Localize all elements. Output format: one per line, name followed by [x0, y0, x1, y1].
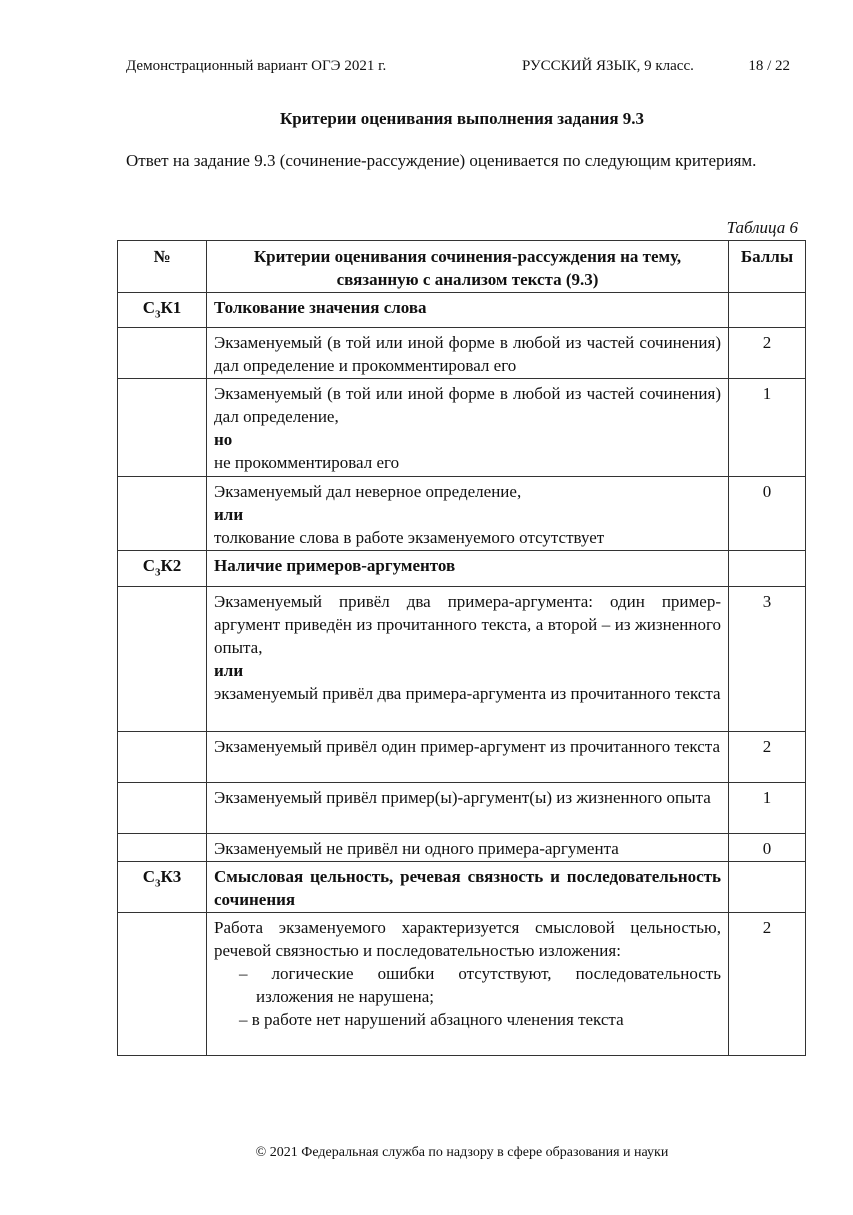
table-row [118, 328, 806, 379]
points-value: 0 [762, 482, 772, 502]
intro-paragraph: Ответ на задание 9.3 (сочинение-рассуждение) оценивается по следующим критериям. [126, 151, 757, 170]
criterion-text: Экзаменуемый (в той или иной форме в любой из частей сочинения) дал определение и прокомментировал его [214, 333, 721, 376]
criterion-title-k2: Наличие примеров-аргументов [214, 556, 456, 576]
points-value: 1 [762, 384, 772, 404]
points-value: 1 [762, 787, 772, 807]
header-exam-title: Демонстрационный вариант ОГЭ 2021 г. [126, 58, 387, 74]
criterion-text: экзаменуемый привёл два примера-аргумента из прочитанного текста [214, 683, 721, 703]
criterion-row-k2 [118, 551, 806, 586]
page-footer: © 2021 Федеральная служба по надзору в сфере образования и науки [255, 1145, 669, 1160]
table-row [118, 477, 806, 551]
criterion-code-k1: $С_3К1$ [142, 298, 182, 321]
points-value: 2 [762, 333, 772, 353]
criterion-code-k3: $С_3К3$ [142, 866, 182, 890]
list-item: – в работе нет нарушений абзацного членения текста [239, 1009, 624, 1029]
criterion-row-k3 [118, 861, 806, 912]
table-row [118, 379, 806, 477]
criterion-text: Работа экзаменуемого характеризуется смысловой цельностью, речевой связностью и последовательностью изложения: [214, 917, 721, 960]
criterion-title-k1: Толкование значения слова [214, 298, 427, 317]
criteria-table [117, 240, 806, 1056]
table-row [118, 586, 806, 731]
criterion-text: не прокомментировал его [214, 453, 400, 473]
criterion-text: Экзаменуемый привёл пример(ы)-аргумент(ы) из жизненного опыта [214, 787, 711, 807]
criterion-code-k2: $С_3К2$ [142, 556, 182, 579]
list-item: – логические ошибки отсутствуют, последовательность изложения не нарушена; [239, 963, 721, 1006]
table-row [118, 782, 806, 833]
header-subject: РУССКИЙ ЯЗЫК, 9 класс. [522, 58, 694, 74]
table-header-row [118, 241, 806, 293]
table-row [118, 731, 806, 782]
points-value: 2 [762, 736, 772, 756]
criterion-title-k3: Смысловая цельность, речевая связность и последовательность сочинения [214, 866, 721, 909]
table-caption: Таблица 6 [726, 218, 798, 237]
criterion-text: Экзаменуемый (в той или иной форме в любой из частей сочинения) дал определение, [214, 384, 721, 427]
points-value: 0 [762, 838, 772, 858]
criterion-text: Экзаменуемый привёл один пример-аргумент из прочитанного текста [214, 736, 720, 756]
points-value: 3 [762, 591, 772, 611]
header-page-number: 18 / 22 [748, 58, 790, 74]
points-value: 2 [762, 917, 772, 937]
header-criteria: Критерии оценивания сочинения-рассуждения на тему, связанную с анализом текста (9.3) [253, 247, 682, 289]
criterion-row-k1 [118, 293, 806, 328]
conjunction-text: или [214, 505, 244, 525]
conjunction-text: но [214, 430, 233, 450]
criterion-text: Экзаменуемый привёл два примера-аргумента: один пример-аргумент приведён из прочитанного текста, а второй – из жизненного опыта, [214, 591, 721, 657]
table-row [118, 833, 806, 861]
conjunction-text: или [214, 660, 244, 680]
table-row [118, 912, 806, 1055]
header-points: Баллы [740, 247, 794, 266]
page-title: Критерии оценивания выполнения задания 9.3 [279, 109, 645, 128]
header-number: № [153, 247, 171, 266]
criterion-text: Экзаменуемый не привёл ни одного примера-аргумента [214, 838, 619, 858]
criterion-text: Экзаменуемый дал неверное определение, [214, 482, 522, 502]
page-header [126, 58, 790, 78]
criterion-text: толкование слова в работе экзаменуемого отсутствует [214, 528, 605, 548]
